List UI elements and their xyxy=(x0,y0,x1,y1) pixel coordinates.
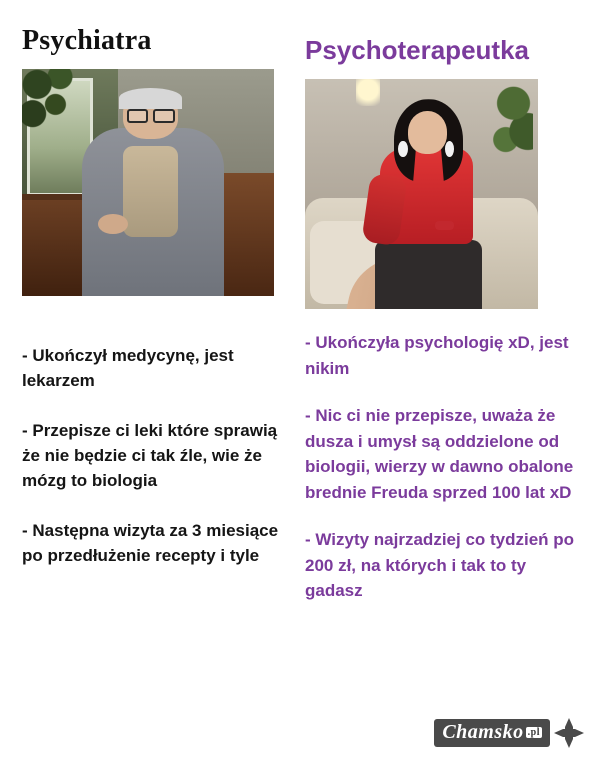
watermark-name xyxy=(434,719,550,747)
photo-left-man-sweater xyxy=(123,146,178,237)
right-bullet-3: - Wizyty najrzadziej co tydzień po 200 zł, na których i tak to ty gadasz xyxy=(305,530,575,600)
psychotherapist-photo xyxy=(305,79,538,309)
right-bullet-list xyxy=(305,330,585,626)
left-bullet-3: - Następna wizyta za 3 miesiące po przedłużenie recepty i tyle xyxy=(22,521,279,565)
left-bullet-2: - Przepisze ci leki które sprawią że nie będzie ci tak źle, wie że mózg to biologia xyxy=(22,421,278,490)
watermark-name-text: Chamsko xyxy=(442,721,524,743)
right-bullet-1: - Ukończyła psychologię xD, jest nikim xyxy=(305,333,569,378)
photo-right-earring-right xyxy=(445,141,454,157)
photo-right-woman-skirt xyxy=(375,240,482,309)
photo-left-eyeglass-left xyxy=(127,109,149,123)
photo-left-foliage xyxy=(22,69,98,146)
right-bullet-2: - Nic ci nie przepisze, uważa że dusza i umysł są oddzielone od biologii, wierzy w dawno obalone brednie Freuda sprzed 100 lat xD xyxy=(305,406,574,502)
photo-right-bracelet xyxy=(435,221,454,230)
photo-right-woman-head xyxy=(408,111,448,155)
right-column xyxy=(305,36,575,309)
right-title: Psychoterapeutka xyxy=(305,35,529,65)
photo-left-man-hair xyxy=(119,88,182,108)
photo-left-eyeglass-right xyxy=(153,109,175,123)
left-column xyxy=(22,26,284,296)
photo-right-plant xyxy=(468,83,533,184)
left-bullet-list xyxy=(22,344,290,594)
left-title: Psychiatra xyxy=(22,25,152,56)
psychiatrist-photo xyxy=(22,69,274,296)
watermark-logo-icon xyxy=(554,718,584,748)
left-bullet-1: - Ukończył medycynę, jest lekarzem xyxy=(22,346,234,390)
watermark xyxy=(434,718,584,748)
photo-right-lamp xyxy=(356,79,379,107)
photo-right-earring-left xyxy=(398,141,407,157)
watermark-tld: .pl xyxy=(527,727,540,738)
